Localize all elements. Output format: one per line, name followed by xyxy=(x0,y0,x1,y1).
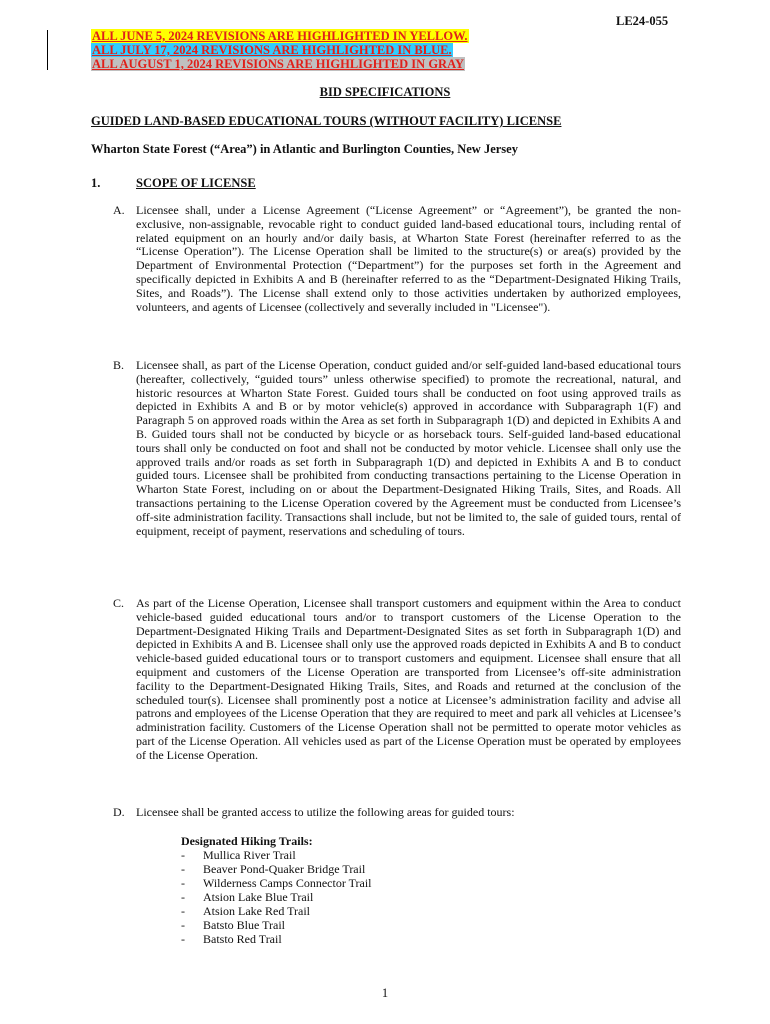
section-number: 1. xyxy=(91,176,101,190)
paragraph-letter: C. xyxy=(113,596,125,610)
trail-name: Mullica River Trail xyxy=(203,848,296,862)
designated-trails-list xyxy=(181,834,372,946)
trail-name: Wilderness Camps Connector Trail xyxy=(203,876,372,890)
bid-specifications-heading: BID SPECIFICATIONS xyxy=(319,85,451,99)
revision-note-august: ALL AUGUST 1, 2024 REVISIONS ARE HIGHLIGHTED IN GRAY xyxy=(92,57,464,71)
revision-change-bar xyxy=(47,30,48,70)
trail-name: Batsto Red Trail xyxy=(203,932,282,946)
paragraph-b xyxy=(113,359,681,538)
list-item: - Atsion Lake Blue Trail xyxy=(181,890,314,904)
list-item: - Mullica River Trail xyxy=(181,848,296,862)
paragraph-text: As part of the License Operation, Licensee shall transport customers and equipment within the Area to conduct vehicle-based guided educational tours and/or to transport customers of the License Operation to the Department-Designated Hiking Trails and Department-Designated Sites as set forth in Subparagraph 1(D) and depicted in Exhibits A and B. Licensee shall only use the approved roads depicted in Exhibits A and B to conduct vehicle-based guided educational tours or to transport customers and equipment. Licensee shall ensure that all equipment and customers of the License Operation are transported from Licensee’s off-site administration facility to the Department-Designated Hiking Trails, Sites, and Roads and returned at the conclusion of the scheduled tour(s). Licensee shall prominently post a notice at Licensee’s administration facility and advise all patrons and employees of the License Operation that they are required to meet and park all vehicles at Licensee’s administration facility. Customers of the License Operation shall not be permitted to operate motor vehicles as part of the License Operation. All vehicles used as part of the License Operation must be operated by employees of the License Operation. xyxy=(136,596,681,762)
list-item: - Batsto Red Trail xyxy=(181,932,282,946)
list-item: - Batsto Blue Trail xyxy=(181,918,286,932)
trail-name: Atsion Lake Red Trail xyxy=(203,904,310,918)
list-item: - Atsion Lake Red Trail xyxy=(181,904,310,918)
revision-note-june: ALL JUNE 5, 2024 REVISIONS ARE HIGHLIGHTED IN YELLOW. xyxy=(92,29,468,43)
paragraph-text: Licensee shall be granted access to utilize the following areas for guided tours: xyxy=(136,805,515,819)
paragraph-a xyxy=(113,204,681,314)
paragraph-text: Licensee shall, under a License Agreement (“License Agreement” or “Agreement”), be granted the non-exclusive, non-assignable, revocable right to conduct guided land-based educational tours, including rental of related equipment on an hourly and/or daily basis, at Wharton State Forest (hereinafter referred to as the “License Operation”). The License Operation shall be limited to the structure(s) or area(s) provided by the Department of Environmental Protection (“Department”) for the purposes set forth in the Agreement and specifically depicted in Exhibits A and B (hereinafter referred to as the “Department-Designated Hiking Trails, Sites, and Roads”). The License shall extend only to those activities undertaken by authorized employees, volunteers, and agents of Licensee (collectively and severally included in "Licensee"). xyxy=(136,203,681,314)
paragraph-letter: A. xyxy=(113,203,125,217)
license-title: GUIDED LAND-BASED EDUCATIONAL TOURS (WITHOUT FACILITY) LICENSE xyxy=(91,114,562,128)
list-item: - Beaver Pond-Quaker Bridge Trail xyxy=(181,862,366,876)
trail-name: Beaver Pond-Quaker Bridge Trail xyxy=(203,862,366,876)
paragraph-letter: D. xyxy=(113,805,125,819)
revision-note-july: ALL JULY 17, 2024 REVISIONS ARE HIGHLIGHTED IN BLUE. xyxy=(92,43,452,57)
paragraph-letter: B. xyxy=(113,358,125,372)
list-item: - Wilderness Camps Connector Trail xyxy=(181,876,372,890)
section-title: SCOPE OF LICENSE xyxy=(136,176,256,190)
trail-name: Atsion Lake Blue Trail xyxy=(203,890,314,904)
paragraph-c xyxy=(113,597,681,763)
page-number: 1 xyxy=(381,986,389,1000)
document-number: LE24-055 xyxy=(616,14,669,28)
trail-name: Batsto Blue Trail xyxy=(203,918,286,932)
paragraph-d xyxy=(113,806,681,820)
paragraph-text: Licensee shall, as part of the License Operation, conduct guided and/or self-guided land-based educational tours (hereafter, collectively, “guided tours” unless otherwise specified) to promote the recreational, natural, and historic resources at Wharton State Forest. Guided tours shall be conducted on foot using approved trails as depicted in Exhibits A and B or by motor vehicle(s) approved in accordance with Subparagraph 1(F) and Paragraph 5 on approved roads within the Area as set forth in Subparagraph 1(D) and depicted in Exhibits A and B. Guided tours shall not be conducted by bicycle or as horseback tours. Self-guided land-based educational tours shall only be conducted on foot and shall not be conducted by motor vehicle. Licensee shall only use the approved trails and/or roads as set forth in Subparagraph 1(D) and depicted in Exhibits A and B to conduct guided tours. Licensee shall be prohibited from conducting transactions pertaining to the License Operation in Wharton State Forest, including on or about the Department-Designated Hiking Trails, Sites, and Roads. All transactions pertaining to the License Operation covered by the Agreement must be conducted from Licensee’s off-site administration facility. Transactions shall include, but not be limited to, the sale of guided tours, rental of equipment, receipt of payment, reservations and scheduling of tours. xyxy=(136,358,681,538)
trails-list-title: Designated Hiking Trails: xyxy=(181,834,313,848)
location-line: Wharton State Forest (“Area”) in Atlantic and Burlington Counties, New Jersey xyxy=(91,142,518,156)
